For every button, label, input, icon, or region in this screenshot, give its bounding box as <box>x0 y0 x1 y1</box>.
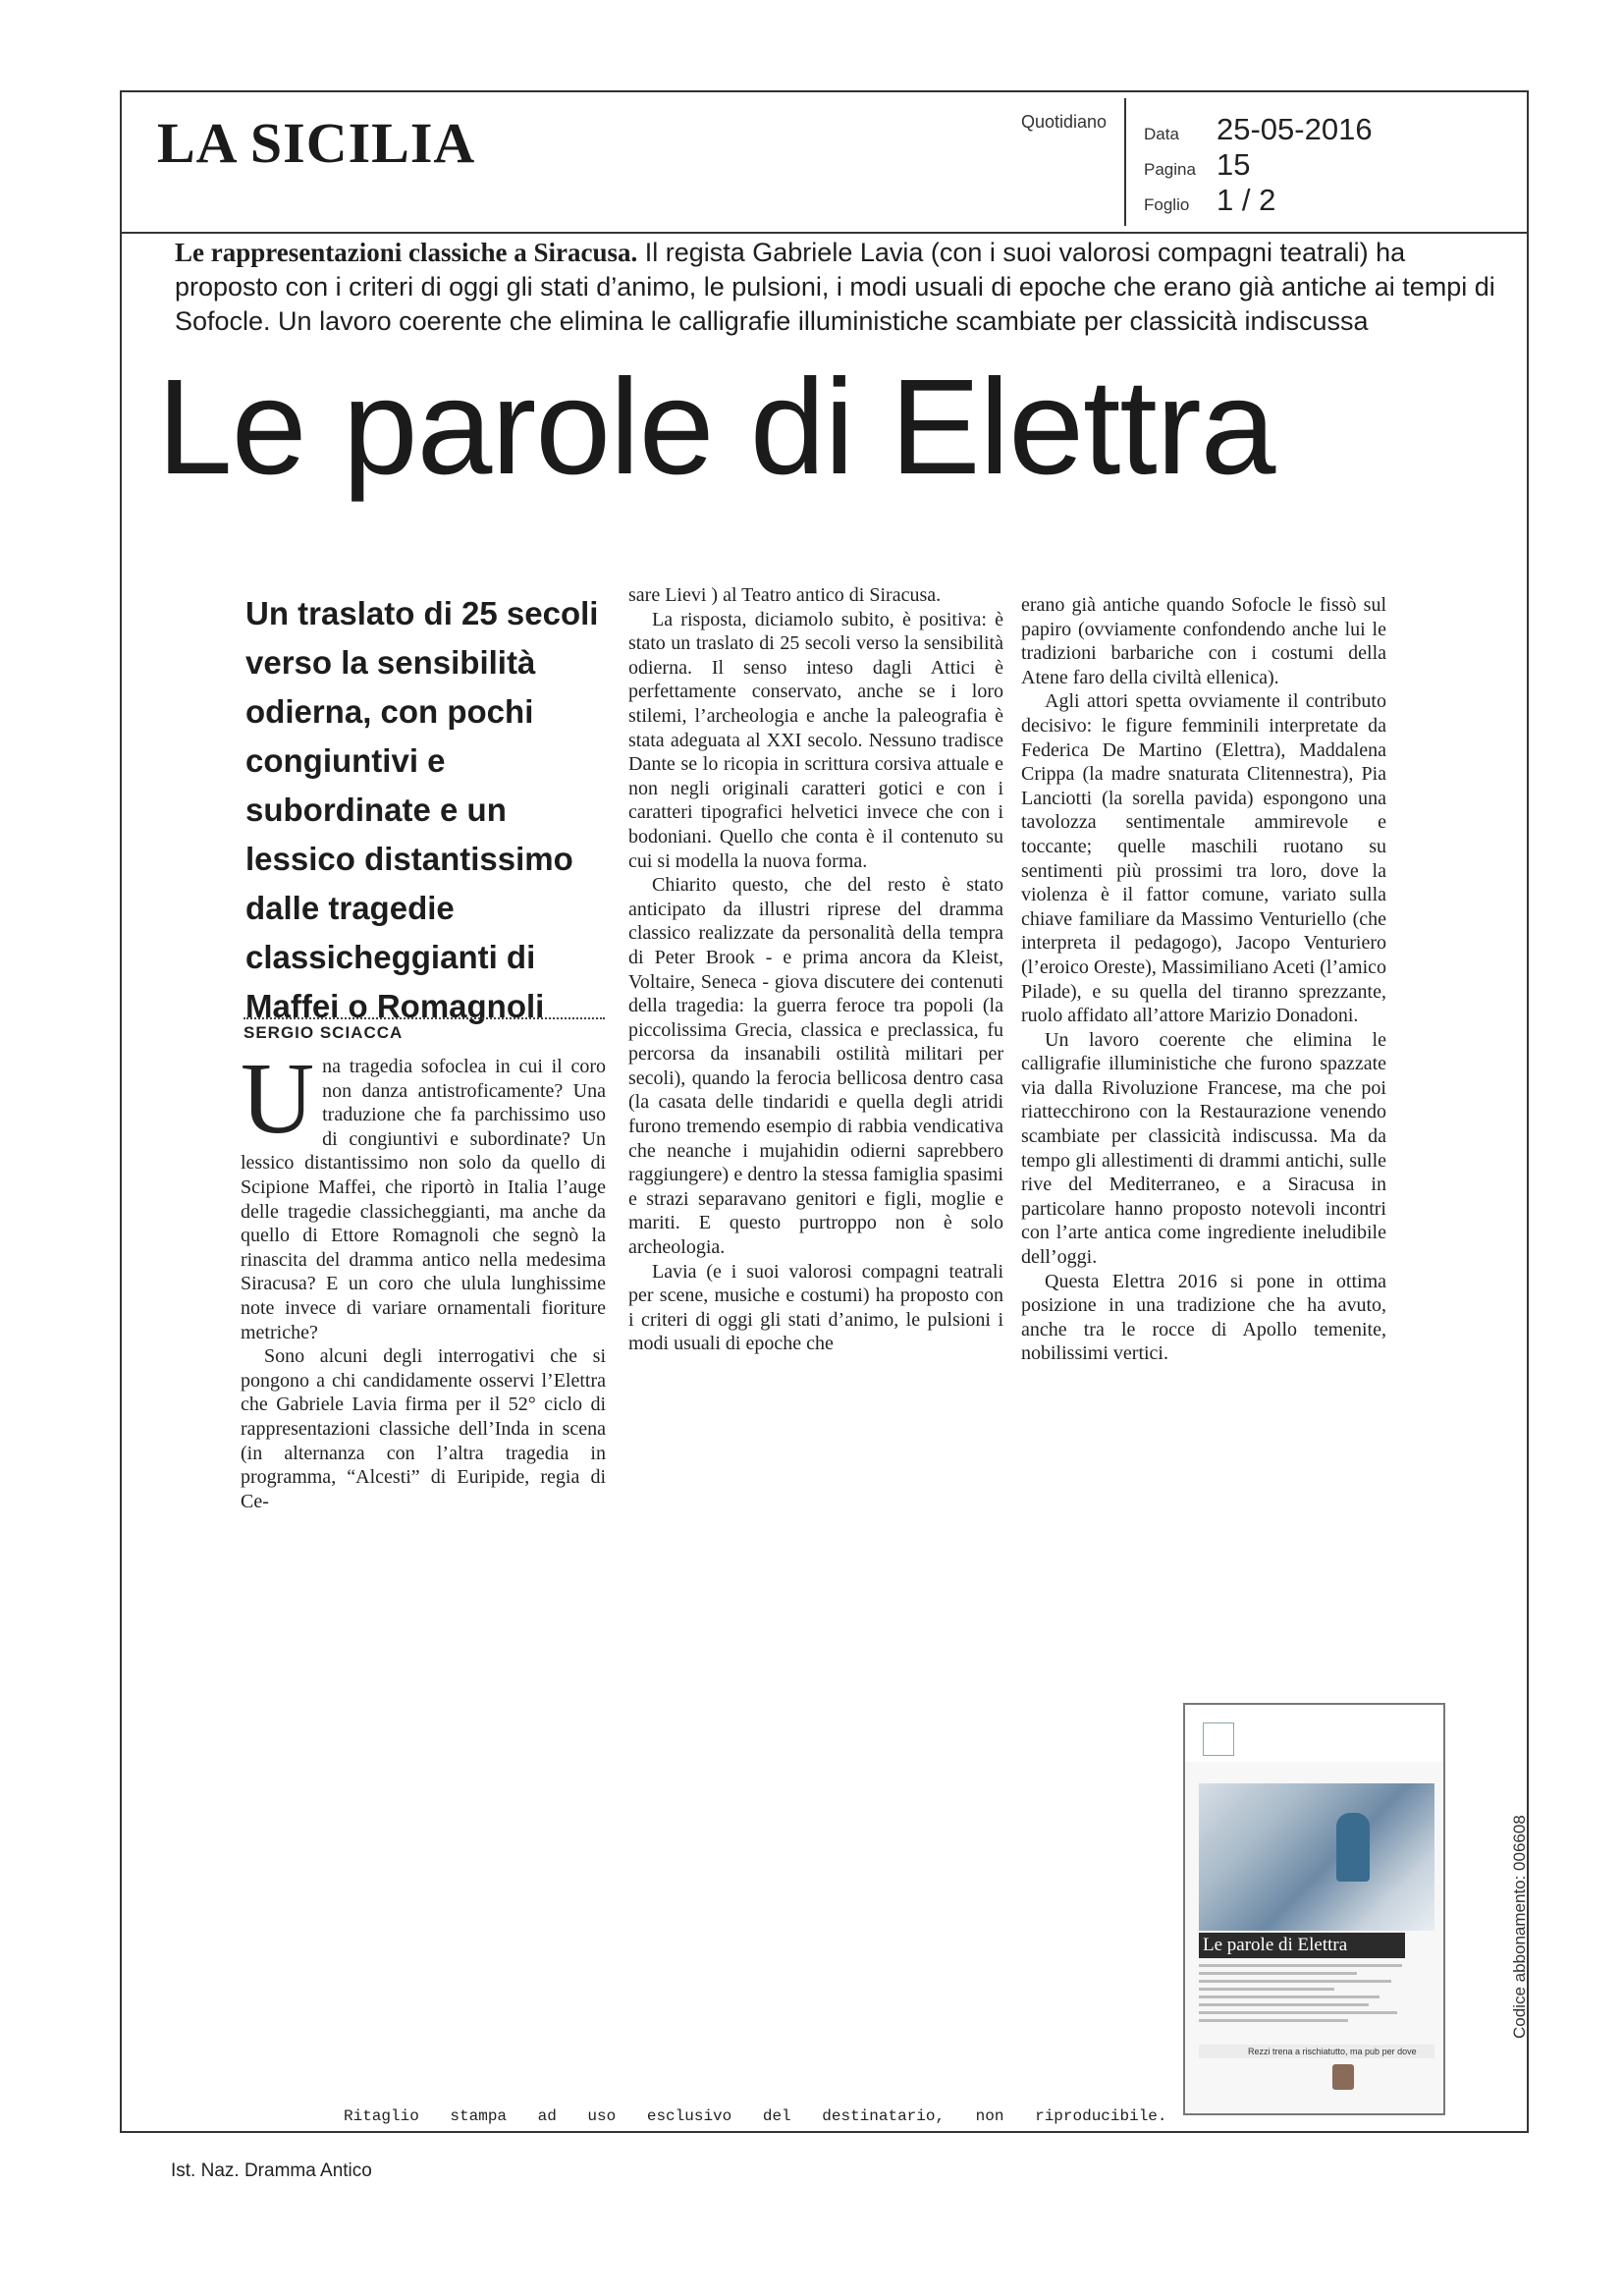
page-thumbnail <box>1183 1703 1445 2115</box>
paragraph: sare Lievi ) al Teatro antico di Siracusa. <box>628 584 942 606</box>
newspaper-logo: LA SICILIA <box>157 111 476 175</box>
mini-logo-icon <box>1203 1722 1234 1756</box>
page-label: Pagina <box>1144 160 1196 179</box>
sheet-label: Foglio <box>1144 195 1190 214</box>
kicker-text: Il regista Gabriele Lavia (con i suoi valorosi compagni teatrali) ha proposto con i criteri di oggi gli stati d’animo, le pulsioni, i modi usuali di epoche che erano già antiche ai tempi di Sofocle. Un lavoro coerente che elimina le calligrafie illuministiche scambiate per classicità indiscussa <box>175 238 1495 336</box>
date-value: 25-05-2016 <box>1217 112 1373 146</box>
kicker <box>175 236 1510 339</box>
thumbnail-title: Le parole di Elettra <box>1199 1933 1405 1958</box>
metadata-box <box>1124 98 1527 226</box>
paragraph: Lavia (e i suoi valorosi compagni teatrali per scene, musiche e costumi) ha proposto con i criteri di oggi gli stati d’animo, le pulsioni i modi usuali di epoche che <box>628 1260 1003 1355</box>
paragraph: Sono alcuni degli interrogativi che si pongono a chi candidamente osservi l’Elettra che Gabriele Lavia firma per il 52° ciclo di rappresentazioni classiche dell’Inda in scena (in alternanza con l’altra tragedia in programma, “Alcesti” di Euripide, regia di Ce- <box>241 1345 606 1512</box>
paragraph: Agli attori spetta ovviamente il contributo decisivo: le figure femminili interpretate da Federica De Martino (Elettra), Maddalena Crippa (la madre snaturata Clitennestra), Pia Lanciotti (la sorella pavida) espongono una tavolozza sentimentale ammirevole e toccante; quelle maschili ruotano su sentimenti più prossimi tra loro, dove la violenza è il fattor comune, variato sulla chiave familiare da Massimo Venturiello (che interpreta il pedagogo), Jacopo Venturiero (l’eroico Oreste), Massimiliano Aceti (l’amico Pilade), e su quella del tiranno sprezzante, ruolo affidato all’attore Marizio Donadoni. <box>1021 690 1386 1027</box>
paragraph <box>241 1042 606 1344</box>
date-row <box>1144 112 1373 147</box>
subscription-code: Codice abbonamento: 006608 <box>1510 1815 1529 2039</box>
date-label: Data <box>1144 125 1179 143</box>
clipping-notice: Ritaglio stampa ad uso esclusivo del destinatario, non riproducibile. <box>344 2107 1167 2125</box>
article-column-3 <box>1021 593 1386 1366</box>
byline-rule <box>243 1017 605 1019</box>
header-divider <box>120 232 1529 234</box>
paragraph: erano già antiche quando Sofocle le fissò sul papiro (ovviamente confondendo anche lui le tradizioni barbariche con i costumi della Atene faro della civiltà ellenica). <box>1021 594 1386 688</box>
headline: Le parole di Elettra <box>157 352 1275 503</box>
page-value: 15 <box>1217 147 1251 182</box>
sheet-row <box>1144 183 1275 218</box>
thumbnail-strip: Rezzi trena a rischiatutto, ma pub per dove <box>1199 2045 1434 2058</box>
footer-source: Ist. Naz. Dramma Antico <box>171 2160 372 2181</box>
paragraph: Un lavoro coerente che elimina le calligrafie illuministiche che furono spazzate via dalla Rivoluzione Francese, ma che poi riattecchirono con la Restaurazione venendo scambiate per classicità indiscussa. Ma da tempo gli allestimenti di drammi antichi, sulle rive del Mediterraneo, e a Siracusa in particolare hanno proposto notevoli incontri con l’arte antica come ingrediente ineludibile dell’oggi. <box>1021 1028 1386 1269</box>
article-column-1 <box>241 1042 606 1513</box>
paragraph-text: na tragedia sofoclea in cui il coro non danza antistroficamente? Una traduzione che fa parchissimo uso di congiuntivi e subordinate? Un lessico distantissimo non solo da quello di Scipione Maffei, che riportò in Italia l’auge delle tragedie classicheggianti, ma anche da quello di Ettore Romagnoli che segnò la rinascita del dramma antico nella medesima Siracusa? E un coro che ulula lunghissime note invece di variare ornamentali fioriture metriche? <box>241 1056 606 1343</box>
paragraph: Questa Elettra 2016 si pone in ottima posizione in una tradizione che ha avuto, anche tra le rocce di Apollo temenite, nobilissimi vertici. <box>1021 1270 1386 1365</box>
thumbnail-portrait <box>1332 2064 1354 2090</box>
page-row <box>1144 147 1250 183</box>
byline: SERGIO SCIACCA <box>243 1023 404 1042</box>
thumbnail-text-lines <box>1199 1964 1425 2027</box>
summary: Un traslato di 25 secoli verso la sensibilità odierna, con pochi congiuntivi e subordinate e un lessico distantissimo dalle tragedie classicheggianti di Maffei o Romagnoli <box>245 595 599 1024</box>
actor-figure <box>1336 1813 1370 1882</box>
drop-cap: U <box>241 1042 315 1155</box>
publication-type: Quotidiano <box>1021 112 1108 132</box>
sheet-value: 1 / 2 <box>1217 183 1276 217</box>
kicker-bold: Le rappresentazioni classiche a Siracusa. <box>175 238 638 267</box>
article-column-2 <box>628 583 1003 1356</box>
paragraph: Chiarito questo, che del resto è stato anticipato da illustri riprese del dramma classico realizzate da personalità della tempra di Peter Brook - e prima ancora da Kleist, Voltaire, Seneca - giova discutere dei contenuti della tragedia: la guerra feroce tra popoli (la piccolissima Grecia, classica e preclassica, fu percorsa da insanabili ostilità militari per secoli), quando la ferocia bellicosa dentro casa (la casata delle tindaridi e quella degli atridi furono tremendo esempio di rabbia vendicativa che neanche i mujahidin odierni saprebbero raggiungere) e dentro la stessa famiglia spasimi e strazi separavano genitori e figli, moglie e mariti. E questo purtroppo non è solo archeologia. <box>628 874 1003 1259</box>
thumbnail-photo <box>1199 1783 1434 1931</box>
paragraph: La risposta, diciamolo subito, è positiva: è stato un traslato di 25 secoli verso la sensibilità odierna. Il senso inteso dagli Attici è perfettamente conservato, anche se i loro stilemi, l’archeologia e anche la paleografia è stata adeguata al XXI secolo. Nessuno tradisce Dante se lo ricopia in scrittura corsiva attuale e non negli originali caratteri gotici e con i caratteri tipografici helvetici invece che con i bodoniani. Quello che conta è il contenuto su cui si modella la nuova forma. <box>628 608 1003 872</box>
